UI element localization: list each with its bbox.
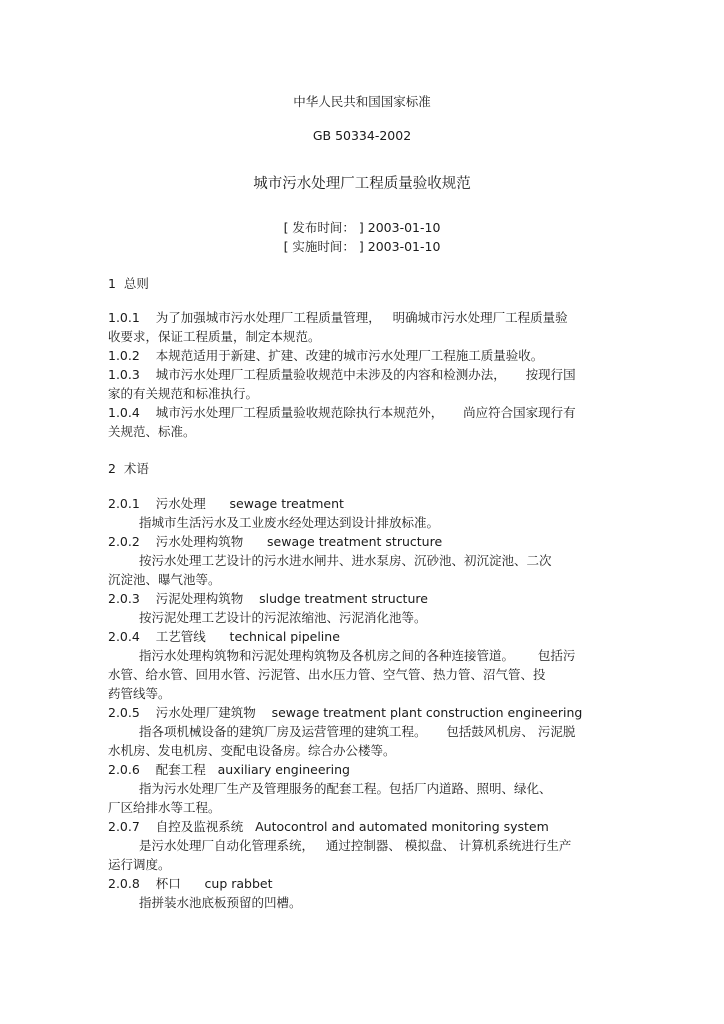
term-2-0-8-desc: 指拼装水池底板预留的凹槽。 xyxy=(139,895,302,910)
term-2-0-6-desc-1: 指为污水处理厂生产及管理服务的配套工程。包括厂内道路、照明、绿化、 xyxy=(139,781,552,796)
term-2-0-3-heading: 2.0.3 污泥处理构筑物 sludge treatment structure xyxy=(108,591,428,606)
document-title: 城市污水处理厂工程质量验收规范 xyxy=(253,176,471,192)
term-2-0-4-desc-2: 水管、给水管、回用水管、污泥管、出水压力管、空气管、热力管、沼气管、投 xyxy=(108,667,546,682)
section-2-heading: 2 术语 xyxy=(108,461,149,476)
term-2-0-3-desc: 按污泥处理工艺设计的污泥浓缩池、污泥消化池等。 xyxy=(139,610,427,625)
standard-org-heading: 中华人民共和国国家标准 xyxy=(293,94,431,109)
clause-1-0-3-line-1: 1.0.3 城市污水处理厂工程质量验收规范中未涉及的内容和检测办法， 按现行国 xyxy=(108,367,576,382)
term-2-0-4-heading: 2.0.4 工艺管线 technical pipeline xyxy=(108,629,340,644)
clause-1-0-2: 1.0.2 本规范适用于新建、扩建、改建的城市污水处理厂工程施工质量验收。 xyxy=(108,348,544,363)
term-2-0-6-desc-2: 厂区给排水等工程。 xyxy=(108,800,221,815)
term-2-0-7-desc-2: 运行调度。 xyxy=(108,857,171,872)
section-1-heading: 1 总则 xyxy=(108,276,149,291)
term-2-0-7-heading: 2.0.7 自控及监视系统 Autocontrol and automated monitoring system xyxy=(108,819,549,834)
term-2-0-5-desc-2: 水机房、发电机房、变配电设备房。综合办公楼等。 xyxy=(108,743,396,758)
publish-date: [ 发布时间： ] 2003-01-10 xyxy=(283,220,441,235)
clause-1-0-3-line-2: 家的有关规范和标准执行。 xyxy=(108,386,259,401)
term-2-0-8-heading: 2.0.8 杯口 cup rabbet xyxy=(108,876,273,891)
term-2-0-2-heading: 2.0.2 污水处理构筑物 sewage treatment structure xyxy=(108,534,443,549)
standard-code: GB 50334-2002 xyxy=(312,128,412,143)
term-2-0-6-heading: 2.0.6 配套工程 auxiliary engineering xyxy=(108,762,350,777)
term-2-0-4-desc-1: 指污水处理构筑物和污泥处理构筑物及各机房之间的各种连接管道。 包括污 xyxy=(139,648,576,663)
term-2-0-5-heading: 2.0.5 污水处理厂建筑物 sewage treatment plant construction engineering xyxy=(108,705,583,720)
clause-1-0-1-line-1: 1.0.1 为了加强城市污水处理厂工程质量管理， 明确城市污水处理厂工程质量验 xyxy=(108,310,568,325)
term-2-0-5-desc-1: 指各项机械设备的建筑厂房及运营管理的建筑工程。 包括鼓风机房、 污泥脱 xyxy=(139,724,576,739)
term-2-0-7-desc-1: 是污水处理厂自动化管理系统， 通过控制器、 模拟盘、 计算机系统进行生产 xyxy=(139,838,572,853)
term-2-0-2-desc-1: 按污水处理工艺设计的污水进水闸井、进水泵房、沉砂池、初沉淀池、二次 xyxy=(139,553,552,568)
term-2-0-4-desc-3: 药管线等。 xyxy=(108,686,171,701)
term-2-0-1-heading: 2.0.1 污水处理 sewage treatment xyxy=(108,496,344,511)
term-2-0-2-desc-2: 沉淀池、曝气池等。 xyxy=(108,572,221,587)
clause-1-0-1-line-2: 收要求，保证工程质量，制定本规范。 xyxy=(108,329,321,344)
clause-1-0-4-line-2: 关规范、标准。 xyxy=(108,424,196,439)
implement-date: [ 实施时间： ] 2003-01-10 xyxy=(283,239,441,254)
term-2-0-1-desc: 指城市生活污水及工业废水经处理达到设计排放标准。 xyxy=(139,515,440,530)
clause-1-0-4-line-1: 1.0.4 城市污水处理厂工程质量验收规范除执行本规范外， 尚应符合国家现行有 xyxy=(108,405,576,420)
